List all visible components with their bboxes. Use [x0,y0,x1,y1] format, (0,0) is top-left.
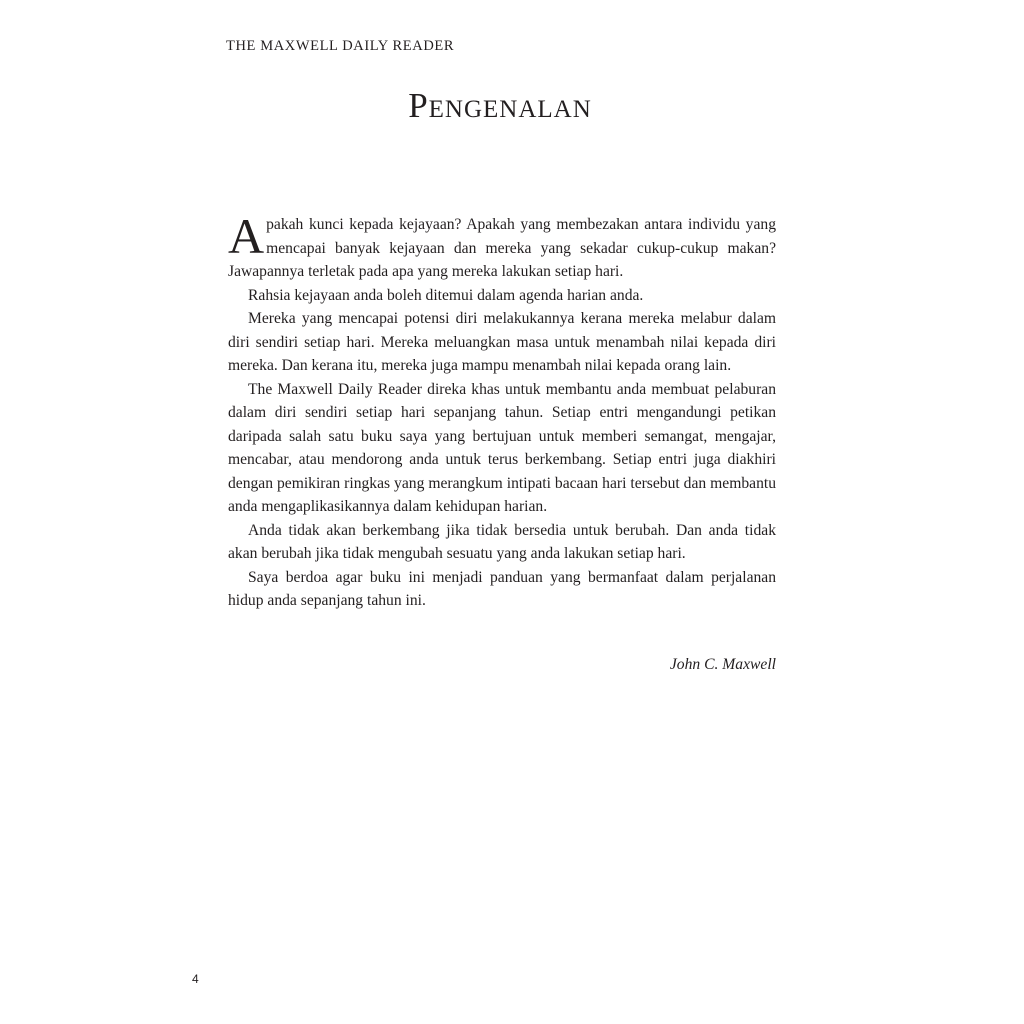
paragraph-1 [228,208,776,284]
body-text [228,208,776,613]
paragraph-5: Anda tidak akan berkembang jika tidak bersedia untuk berubah. Dan anda tidak akan berubah jika tidak mengubah sesuatu yang anda lakukan setiap hari. [228,521,776,562]
paragraph-4: The Maxwell Daily Reader direka khas untuk membantu anda membuat pelaburan dalam diri sendiri setiap hari sepanjang tahun. Setiap entri mengandungi petikan daripada salah satu buku saya yang bertujuan untuk memberi semangat, mengajar, mencabar, atau mendorong anda untuk terus berkembang. Setiap entri juga diakhiri dengan pemikiran ringkas yang merangkum intipati bacaan hari tersebut dan membantu anda mengaplikasikannya dalam kehidupan harian. [228,380,776,515]
page-number: 4 [192,972,199,986]
chapter-title: Pengenalan [408,86,592,125]
paragraph-6: Saya berdoa agar buku ini menjadi panduan yang bermanfaat dalam perjalanan hidup anda sepanjang tahun ini. [228,568,776,609]
paragraph-3: Mereka yang mencapai potensi diri melakukannya kerana mereka melabur dalam diri sendiri setiap hari. Mereka meluangkan masa untuk menambah nilai kepada diri mereka. Dan kerana itu, mereka juga mampu menambah nilai kepada orang lain. [228,310,776,374]
drop-cap: A [228,208,265,264]
paragraph-1-text: pakah kunci kepada kejayaan? Apakah yang membezakan antara individu yang mencapai banyak kejayaan dan mereka yang sekadar cukup-cukup makan? Jawapannya terletak pada apa yang mereka lakukan setiap hari. [228,216,776,280]
running-header: THE MAXWELL DAILY READER [226,38,455,54]
paragraph-2: Rahsia kejayaan anda boleh ditemui dalam agenda harian anda. [248,286,644,304]
author-signature: John C. Maxwell [669,656,776,673]
